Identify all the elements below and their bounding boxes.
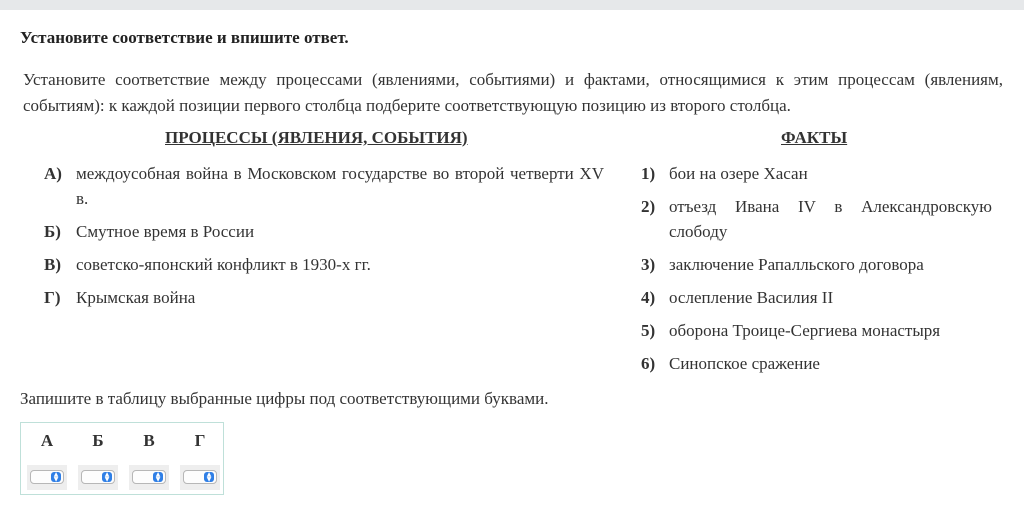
answer-header-g: Г — [194, 431, 206, 450]
answer-select-g[interactable] — [183, 470, 217, 484]
task-instructions: Установите соответствие между процессами (явлениями, событиями) и фактами, относящимися к этим процессам (явлениям, событиям): к каждой позиции первого столбца подберите соответствующую позицию из второго столбца. — [23, 70, 1003, 115]
fact-text: отъезд Ивана IV в Александровскую слободу — [669, 197, 992, 241]
answer-header-a: А — [40, 431, 54, 450]
answer-header-v: В — [143, 431, 155, 450]
answer-select-v[interactable] — [132, 470, 166, 484]
fact-text: бои на озере Хасан — [669, 164, 808, 183]
fact-number: 3) — [641, 255, 656, 274]
answer-select-b[interactable] — [81, 470, 115, 484]
fact-text: заключение Рапалльского договора — [669, 255, 924, 274]
process-letter: Г) — [44, 288, 61, 307]
process-text: Смутное время в России — [76, 222, 255, 241]
process-letter: Б) — [44, 222, 61, 241]
answer-cell-g — [180, 465, 220, 490]
process-text: Крымская война — [76, 288, 196, 307]
top-bar — [0, 0, 1024, 10]
process-text: междоусобная война в Московском государстве во второй четверти XV в. — [76, 164, 604, 208]
answer-instruction: Запишите в таблицу выбранные цифры под соответствующими буквами. — [20, 389, 549, 408]
answer-cell-a — [27, 465, 67, 490]
fact-text: Синопское сражение — [669, 354, 820, 373]
updown-chevron-icon: ▲ ▼ — [51, 472, 61, 482]
answer-cell-v — [129, 465, 169, 490]
fact-number: 6) — [641, 354, 656, 373]
fact-text: ослепление Василия II — [669, 288, 834, 307]
task-title: Установите соответствие и впишите ответ. — [20, 28, 349, 47]
answer-table — [20, 422, 224, 495]
process-letter: В) — [44, 255, 61, 274]
fact-text: оборона Троице-Сергиева монастыря — [669, 321, 941, 340]
updown-chevron-icon: ▲ ▼ — [102, 472, 112, 482]
facts-column-header: ФАКТЫ — [781, 128, 848, 147]
processes-column-header: ПРОЦЕССЫ (ЯВЛЕНИЯ, СОБЫТИЯ) — [165, 128, 468, 147]
updown-chevron-icon: ▲ ▼ — [204, 472, 214, 482]
process-text: советско-японский конфликт в 1930-х гг. — [76, 255, 371, 274]
updown-chevron-icon: ▲ ▼ — [153, 472, 163, 482]
fact-number: 2) — [641, 197, 656, 216]
answer-cell-b — [78, 465, 118, 490]
fact-number: 1) — [641, 164, 656, 183]
process-letter: А) — [44, 164, 62, 183]
fact-number: 4) — [641, 288, 656, 307]
answer-select-a[interactable] — [30, 470, 64, 484]
fact-number: 5) — [641, 321, 656, 340]
answer-header-b: Б — [92, 431, 104, 450]
